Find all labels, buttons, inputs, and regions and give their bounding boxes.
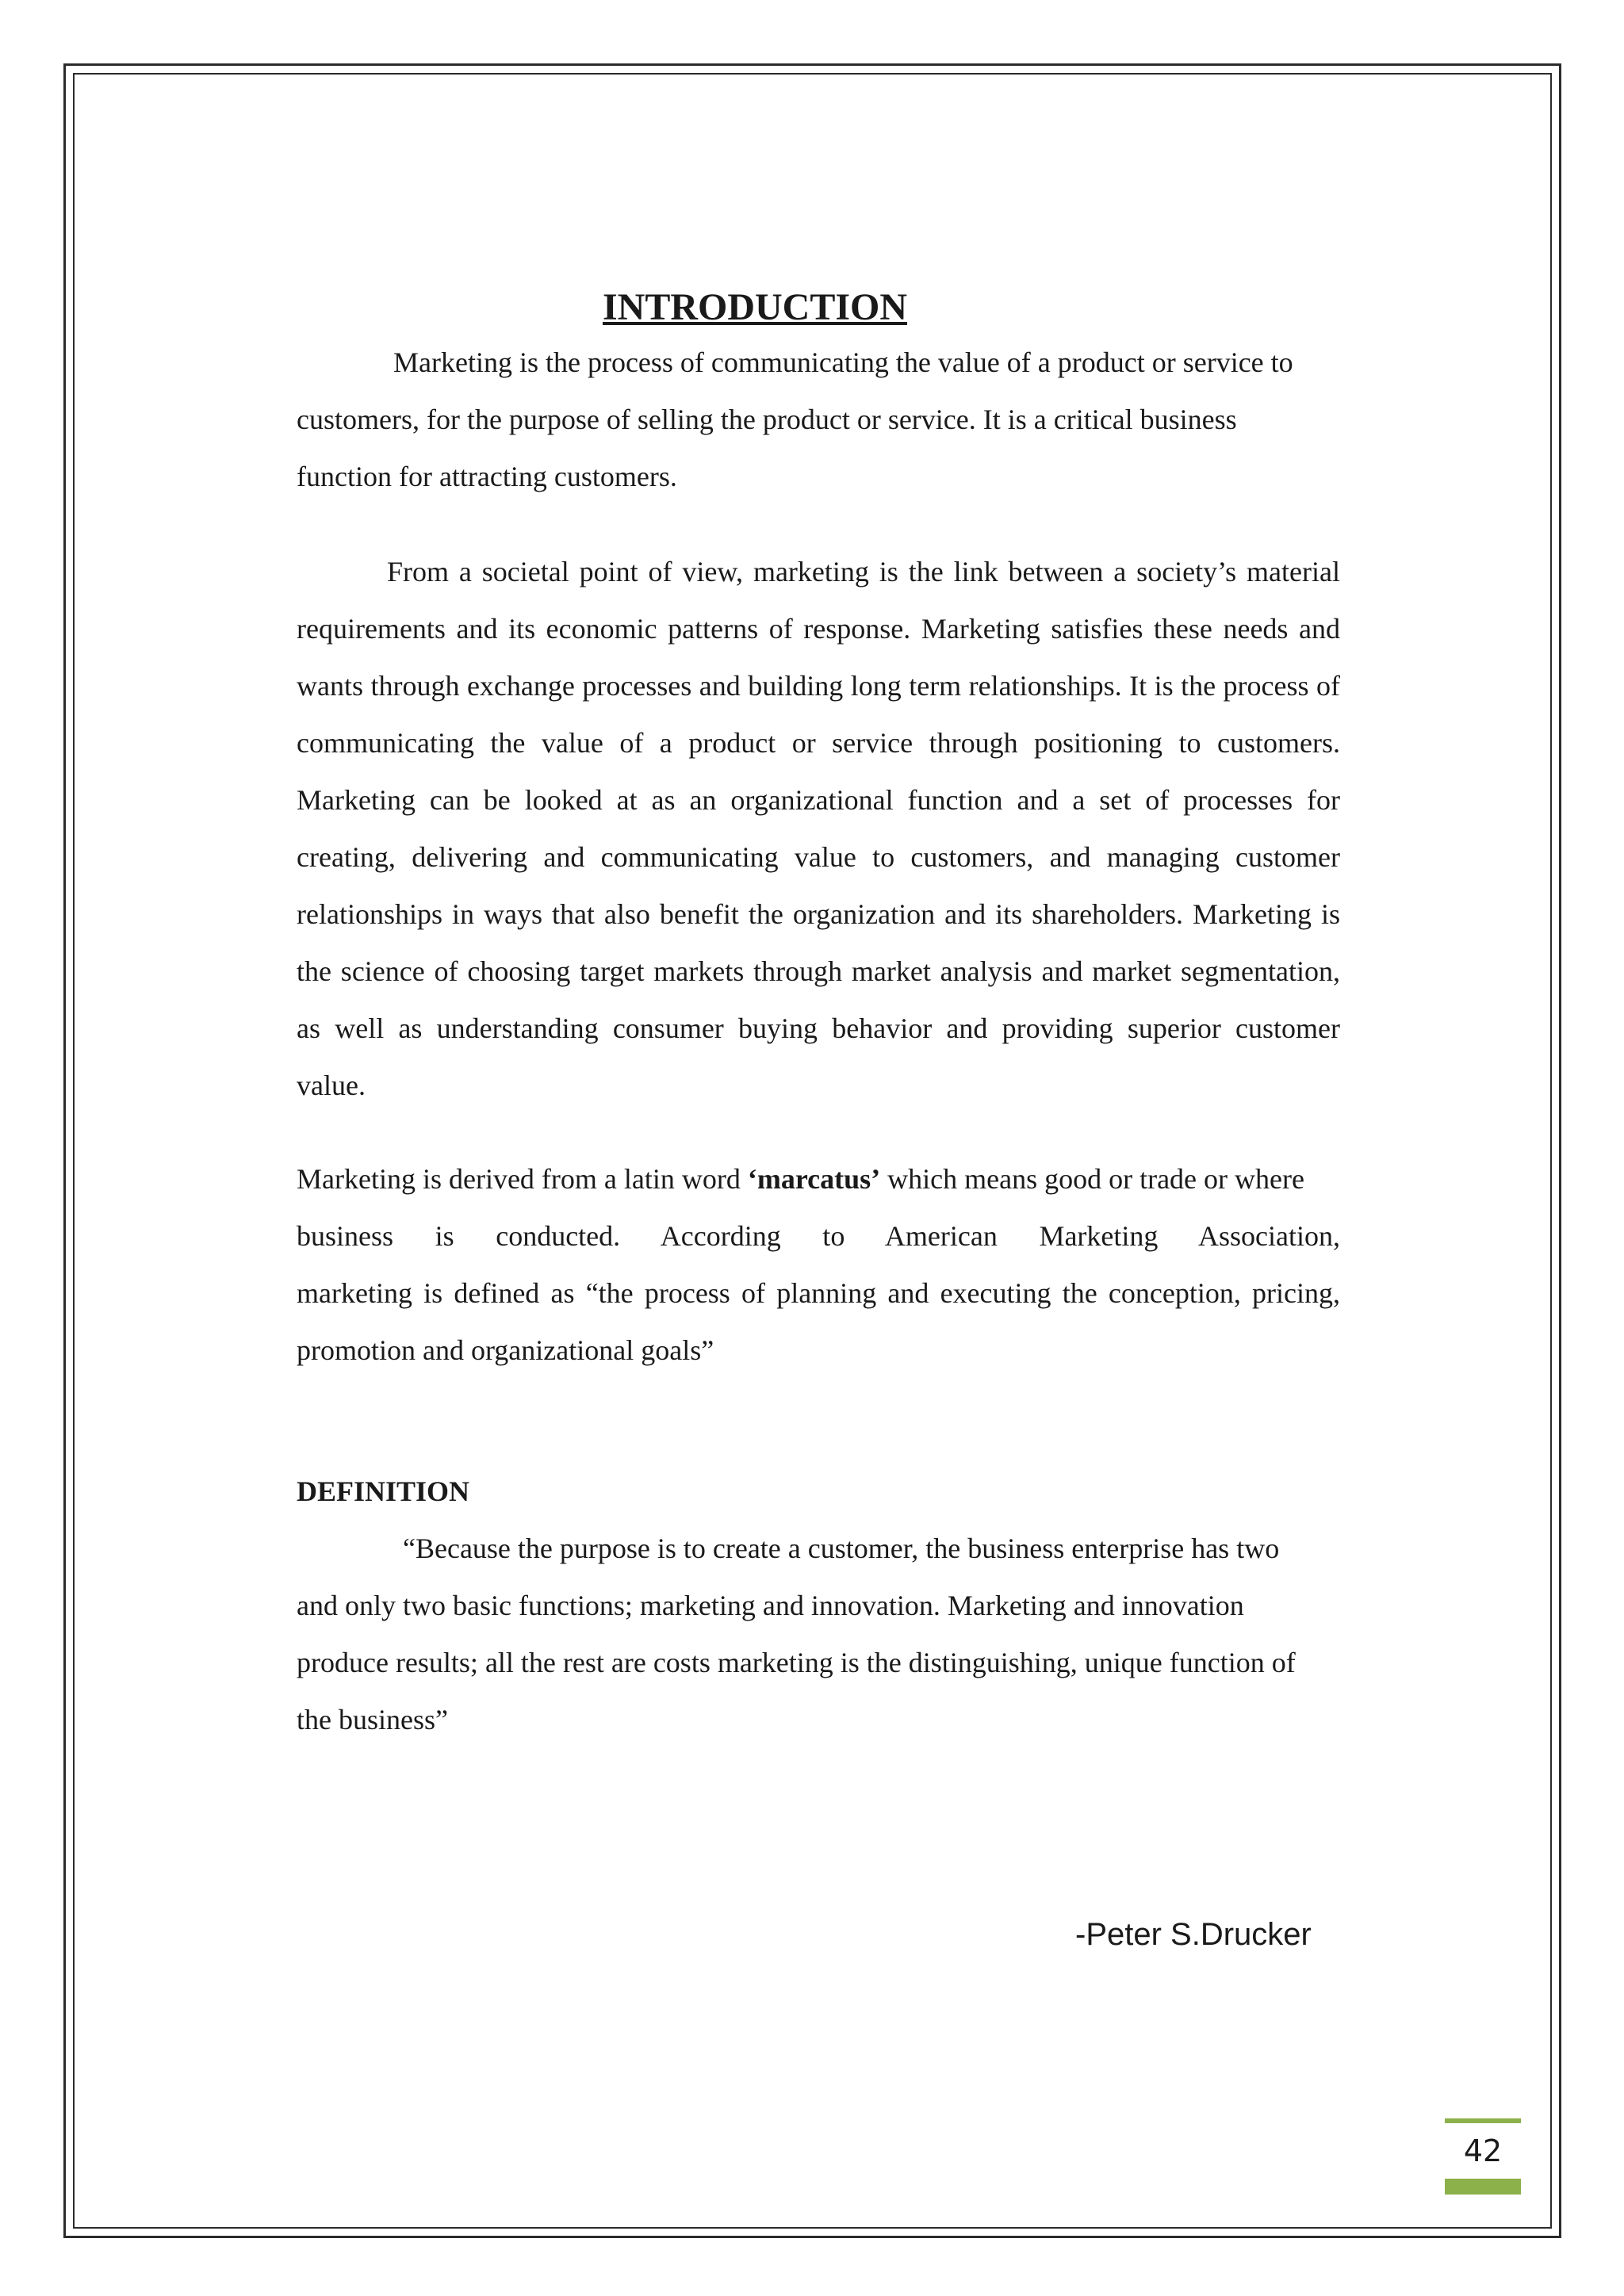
latin-term: ‘marcatus’: [747, 1163, 881, 1195]
quote-author: -Peter S.Drucker: [1075, 1917, 1312, 1952]
etymology-text-before: Marketing is derived from a latin word: [297, 1163, 748, 1195]
page-number: 42: [1463, 2133, 1503, 2168]
etymology-definition: marketing is defined as “the process of planning and executing the conception, pricing, promotion and organizational goals”: [297, 1277, 1340, 1366]
definition-heading: DEFINITION: [297, 1475, 470, 1507]
etymology-line-1: [297, 1150, 1340, 1207]
definition-quote: “Because the purpose is to create a customer, the business enterprise has two and only two basic functions; marketing and innovation. Marketing and innovation produce results; all the rest are costs marketing is the distinguishing, unique function of the business”: [297, 1533, 1296, 1735]
main-content: [297, 285, 1340, 1748]
societal-paragraph: From a societal point of view, marketing is the link between a society’s material requirements and its economic patterns of response. Marketing satisfies these needs and wants through exchange processes and building long term relationships. It is the process of communicating the value of a product or service through positioning to customers. Marketing can be looked at as an organizational function and a set of processes for creating, delivering and communicating value to customers, and managing customer relationships in ways that also benefit the organization and its shareholders. Marketing is the science of choosing target markets through market analysis and market segmentation, as well as understanding consumer buying behavior and providing superior customer value.: [297, 556, 1340, 1101]
page-title: INTRODUCTION: [602, 286, 908, 328]
etymology-paragraph: [297, 1150, 1340, 1379]
page-number-bottom-bar: [1445, 2179, 1521, 2195]
etymology-text-after: which means good or trade or where: [880, 1163, 1304, 1195]
etymology-line-2: business is conducted. According to American Marketing Association,: [297, 1220, 1340, 1252]
intro-paragraph: Marketing is the process of communicating the value of a product or service to customers, for the purpose of selling the product or service. It is a critical business function for attracting customers.: [297, 346, 1293, 492]
page-number-box: [1445, 2118, 1521, 2195]
